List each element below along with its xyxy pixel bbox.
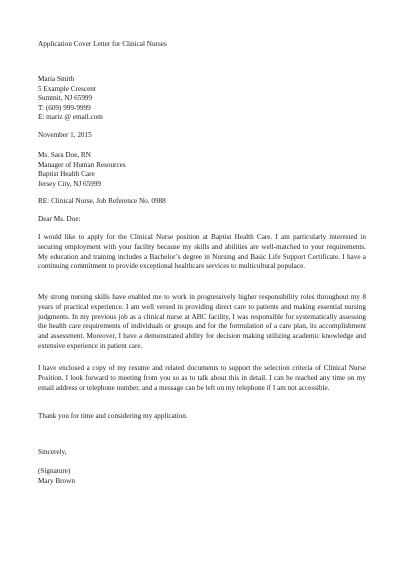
signature: (Signature) bbox=[38, 467, 71, 475]
recipient-organization: Baptist Health Care bbox=[38, 170, 95, 178]
recipient-city: Jersey City, NJ 65999 bbox=[38, 179, 102, 188]
body-paragraph-4: Thank you for time and considering my application. bbox=[38, 412, 188, 420]
body-paragraph-3: I have enclosed a copy of my resume and related documents to support the selection criteria of Clinical Nurse Position. I look forward to meeting from you so as to talk about this in detail. I can be reached any time on my email address or telephone number, and a message can be left on my telephone if I am not accessible. bbox=[38, 364, 366, 392]
closing: Sincerely, bbox=[38, 448, 67, 456]
signer-name: Mary Brown bbox=[38, 476, 75, 485]
sender-phone: T: (609) 999-9999 bbox=[38, 103, 91, 112]
body-paragraph-2: My strong nursing skills have enabled me to work in progressively higher responsibility roles throughout my 8 years of practical experience. I am well versed in providing direct care to patients and making essential nursing judgments. In my previous job as a clinical nurse at ABC facility, I was responsible for systematically assessing the health care requirements of individuals or groups and for the formulation of a care plan, its accomplishment and assessment. Moreover, I have a demonstrated ability for decision making utilizing academic knowledge and extensive experience in patient care. bbox=[38, 293, 366, 350]
recipient-name: Ms. Sara Doe, RN bbox=[38, 151, 91, 159]
document-title: Application Cover Letter for Clinical Nurses bbox=[38, 40, 167, 48]
sender-email: E: mariz @ email.com bbox=[38, 113, 103, 121]
sender-address-line1: 5 Example Crescent bbox=[38, 84, 96, 93]
reference-line: RE: Clinical Nurse, Job Reference No. 0988 bbox=[38, 197, 166, 205]
letter-date: November 1, 2015 bbox=[38, 131, 92, 139]
recipient-title: Manager of Human Resources bbox=[38, 160, 126, 169]
salutation: Dear Ms. Doe: bbox=[38, 215, 81, 223]
sender-name: Maria Smith bbox=[38, 75, 75, 83]
sender-address-line2: Summit, NJ 65999 bbox=[38, 94, 93, 102]
body-paragraph-1: I would like to apply for the Clinical Nurse position at Baptist Health Care. I am particularly interested in securing employment with your facility because my skills and abilities are well-matched to your requirements. My education and training includes a Bachelor’s degree in Nursing and Basic Life Support Certificate. I have a continuing commitment to provide exceptional healthcare services to multicultural populace. bbox=[38, 233, 366, 271]
